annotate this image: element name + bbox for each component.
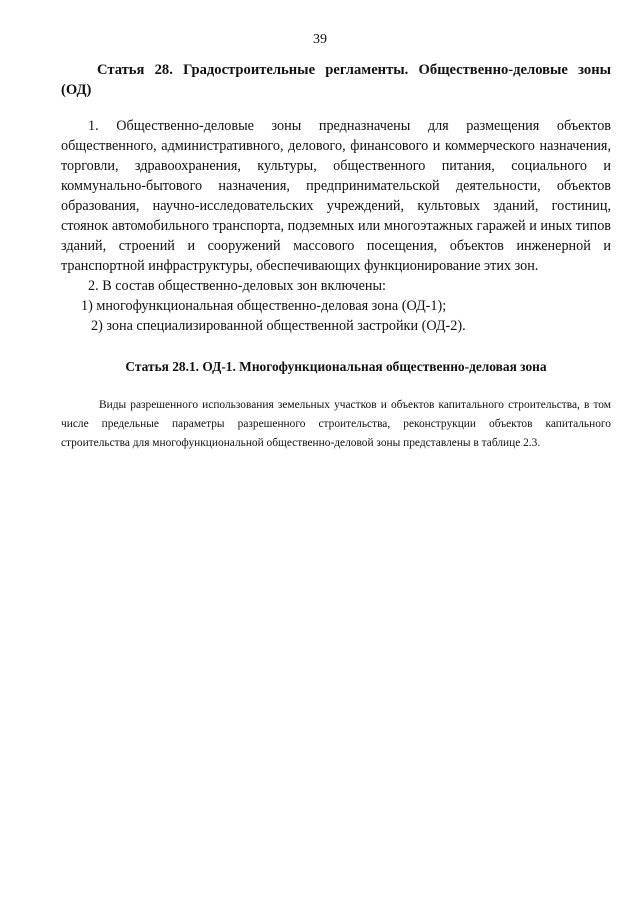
zone-list-item: 2) зона специализированной общественной застройки (ОД-2).	[91, 318, 466, 334]
article-28-1-paragraph: Виды разрешенного использования земельных участков и объектов капитального строительства, в том числе предельные параметры разрешенного строительства, реконструкции объектов капитального строительства для многофункциональной общественно-деловой зоны представлены в таблице 2.3.	[61, 399, 611, 449]
article-28-paragraph-1: 1. Общественно-деловые зоны предназначены для размещения объектов общественного, административного, делового, финансового и коммерческого назначения, торговли, здравоохранения, культуры, общественного питания, социального и коммунально-бытового назначения, предпринимательской деятельности, объектов образования, научно-исследовательских учреждений, культовых зданий, гостиниц, стоянок автомобильного транспорта, подземных или многоэтажных гаражей и иных типов зданий, строений и сооружений массового посещения, объектов инженерной и транспортной инфраструктуры, обеспечивающих функционирование этих зон.	[61, 118, 611, 274]
article-28-paragraph-2: 2. В состав общественно-деловых зон включены:	[88, 278, 386, 294]
zone-list-item: 1) многофункциональная общественно-деловая зона (ОД-1);	[81, 298, 447, 314]
document-content	[61, 60, 611, 453]
article-28-heading: Статья 28. Градостроительные регламенты. Общественно-деловые зоны (ОД)	[61, 62, 611, 98]
page-number: 39	[313, 32, 327, 47]
article-28-1-heading: Статья 28.1. ОД-1. Многофункциональная общественно-деловая зона	[125, 359, 547, 374]
